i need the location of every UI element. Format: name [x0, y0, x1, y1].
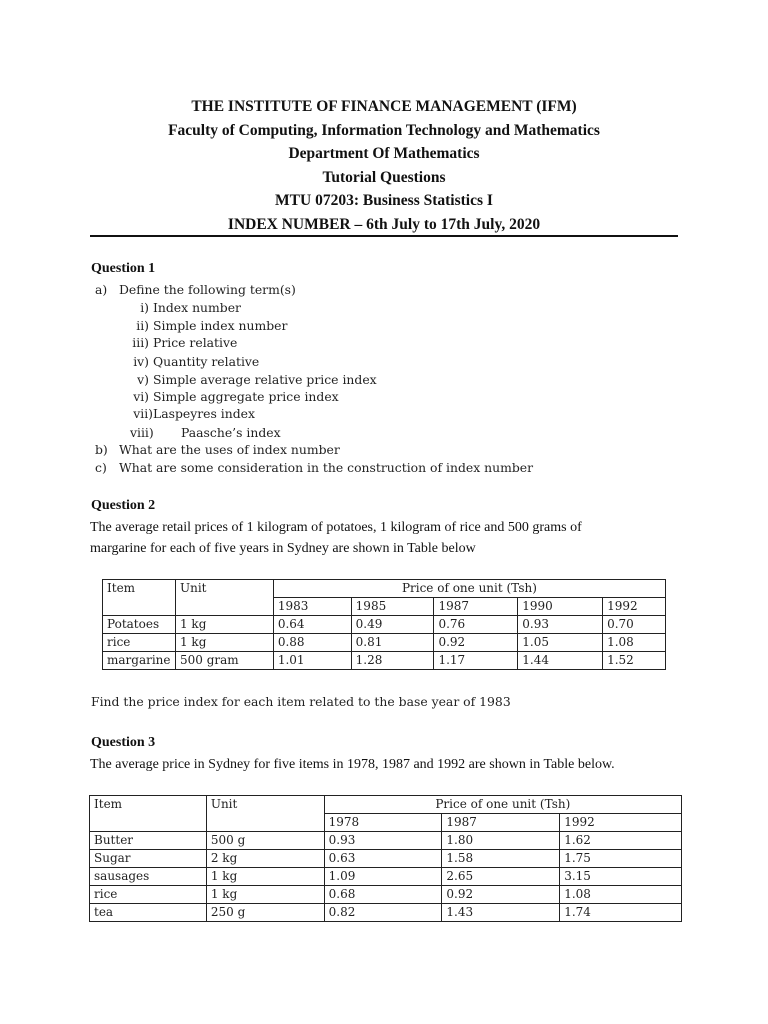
cell-price: 1.05 — [518, 634, 603, 652]
q1-term-num: i) — [140, 300, 149, 315]
q3-price-table — [89, 795, 682, 922]
course-code: MTU 07203: Business Statistics I — [275, 192, 493, 210]
cell-price: 1.58 — [442, 850, 560, 868]
q1-part-c-text: What are some consideration in the construction of index number — [119, 460, 534, 475]
q1-term-text: Simple index number — [153, 318, 288, 333]
col-header-price: Price of one unit (Tsh) — [324, 796, 681, 814]
cell-price: 0.68 — [324, 886, 442, 904]
cell-item: tea — [90, 904, 207, 922]
cell-price: 0.93 — [324, 832, 442, 850]
cell-price: 0.81 — [351, 634, 434, 652]
q1-term-text: Simple aggregate price index — [153, 389, 339, 404]
cell-price: 0.88 — [273, 634, 351, 652]
year-header: 1987 — [434, 598, 518, 616]
q1-term-text: Simple average relative price index — [153, 372, 377, 387]
q1-part-b-text: What are the uses of index number — [119, 442, 340, 457]
cell-price: 0.70 — [603, 616, 666, 634]
cell-price: 1.62 — [560, 832, 682, 850]
cell-price: 1.17 — [434, 652, 518, 670]
cell-item: Sugar — [90, 850, 207, 868]
cell-item: rice — [103, 634, 176, 652]
table-row — [90, 868, 682, 886]
q2-intro — [90, 517, 690, 559]
cell-price: 0.82 — [324, 904, 442, 922]
cell-price: 2.65 — [442, 868, 560, 886]
table-row — [103, 634, 666, 652]
q2-intro-line: margarine for each of five years in Sydney are shown in Table below — [90, 541, 476, 556]
q1-term-text: Price relative — [153, 335, 238, 350]
question-1-title: Question 1 — [91, 261, 156, 276]
year-header: 1983 — [273, 598, 351, 616]
cell-price: 1.08 — [603, 634, 666, 652]
cell-price: 1.09 — [324, 868, 442, 886]
cell-price: 1.52 — [603, 652, 666, 670]
table-header-row — [103, 580, 666, 598]
cell-price: 1.08 — [560, 886, 682, 904]
table-row — [90, 850, 682, 868]
table-row — [103, 652, 666, 670]
cell-unit: 1 kg — [175, 616, 273, 634]
table-row — [90, 886, 682, 904]
cell-price: 0.93 — [518, 616, 603, 634]
q1-term-num: ii) — [136, 318, 149, 333]
header-divider — [90, 235, 678, 237]
cell-price: 0.92 — [434, 634, 518, 652]
cell-price: 0.92 — [442, 886, 560, 904]
q1-term-text: Paasche’s index — [181, 425, 281, 440]
question-3-title: Question 3 — [91, 735, 156, 750]
cell-price: 1.80 — [442, 832, 560, 850]
q1-term-text: Quantity relative — [153, 354, 260, 369]
cell-price: 1.74 — [560, 904, 682, 922]
department-name: Department Of Mathematics — [288, 145, 480, 163]
q2-instruction: Find the price index for each item related to the base year of 1983 — [91, 694, 511, 709]
institute-name: THE INSTITUTE OF FINANCE MANAGEMENT (IFM) — [191, 98, 577, 115]
q1-term-num: iii) — [132, 335, 149, 350]
q2-intro-line: The average retail prices of 1 kilogram of potatoes, 1 kilogram of rice and 500 grams of — [90, 520, 582, 535]
q3-intro: The average price in Sydney for five items in 1978, 1987 and 1992 are shown in Table below. — [90, 757, 615, 772]
q1-part-a-marker: a) — [95, 282, 108, 297]
table-row — [90, 832, 682, 850]
table-header-row — [90, 796, 682, 814]
cell-price: 3.15 — [560, 868, 682, 886]
q1-term-num: iv) — [133, 354, 149, 369]
q1-term-text: Laspeyres index — [153, 406, 255, 421]
year-header: 1992 — [560, 814, 682, 832]
cell-unit: 250 g — [206, 904, 324, 922]
col-header-unit: Unit — [206, 796, 324, 832]
cell-unit: 500 gram — [175, 652, 273, 670]
question-2-title: Question 2 — [91, 498, 156, 513]
topic-dates: INDEX NUMBER – 6th July to 17th July, 2020 — [227, 215, 541, 233]
cell-item: rice — [90, 886, 207, 904]
document-header — [90, 95, 678, 237]
col-header-price: Price of one unit (Tsh) — [273, 580, 665, 598]
cell-item: Butter — [90, 832, 207, 850]
cell-price: 1.75 — [560, 850, 682, 868]
cell-unit: 1 kg — [206, 868, 324, 886]
cell-price: 1.28 — [351, 652, 434, 670]
cell-price: 1.43 — [442, 904, 560, 922]
q1-term-num: vi) — [133, 389, 149, 404]
cell-unit: 1 kg — [175, 634, 273, 652]
year-header: 1992 — [603, 598, 666, 616]
document-type: Tutorial Questions — [322, 168, 446, 186]
year-header: 1990 — [518, 598, 603, 616]
cell-unit: 500 g — [206, 832, 324, 850]
cell-price: 0.63 — [324, 850, 442, 868]
year-header: 1985 — [351, 598, 434, 616]
q1-part-b-marker: b) — [95, 442, 108, 457]
q1-term-num: vii) — [133, 406, 153, 421]
year-header: 1978 — [324, 814, 442, 832]
cell-unit: 2 kg — [206, 850, 324, 868]
q1-term-text: Index number — [153, 300, 241, 315]
cell-item: sausages — [90, 868, 207, 886]
col-header-item: Item — [103, 580, 176, 616]
table-row — [90, 904, 682, 922]
q1-term-num: v) — [137, 372, 149, 387]
cell-item: Potatoes — [103, 616, 176, 634]
q1-part-c-marker: c) — [95, 460, 107, 475]
q1-term-num: viii) — [130, 425, 154, 440]
cell-price: 0.64 — [273, 616, 351, 634]
faculty-name: Faculty of Computing, Information Technology and Mathematics — [168, 121, 600, 139]
cell-price: 1.01 — [273, 652, 351, 670]
table-row — [103, 616, 666, 634]
cell-item: margarine — [103, 652, 176, 670]
q1-part-a-text: Define the following term(s) — [119, 282, 296, 297]
cell-price: 1.44 — [518, 652, 603, 670]
year-header: 1987 — [442, 814, 560, 832]
col-header-unit: Unit — [175, 580, 273, 616]
cell-price: 0.49 — [351, 616, 434, 634]
col-header-item: Item — [90, 796, 207, 832]
cell-price: 0.76 — [434, 616, 518, 634]
cell-unit: 1 kg — [206, 886, 324, 904]
q2-price-table — [102, 579, 666, 670]
